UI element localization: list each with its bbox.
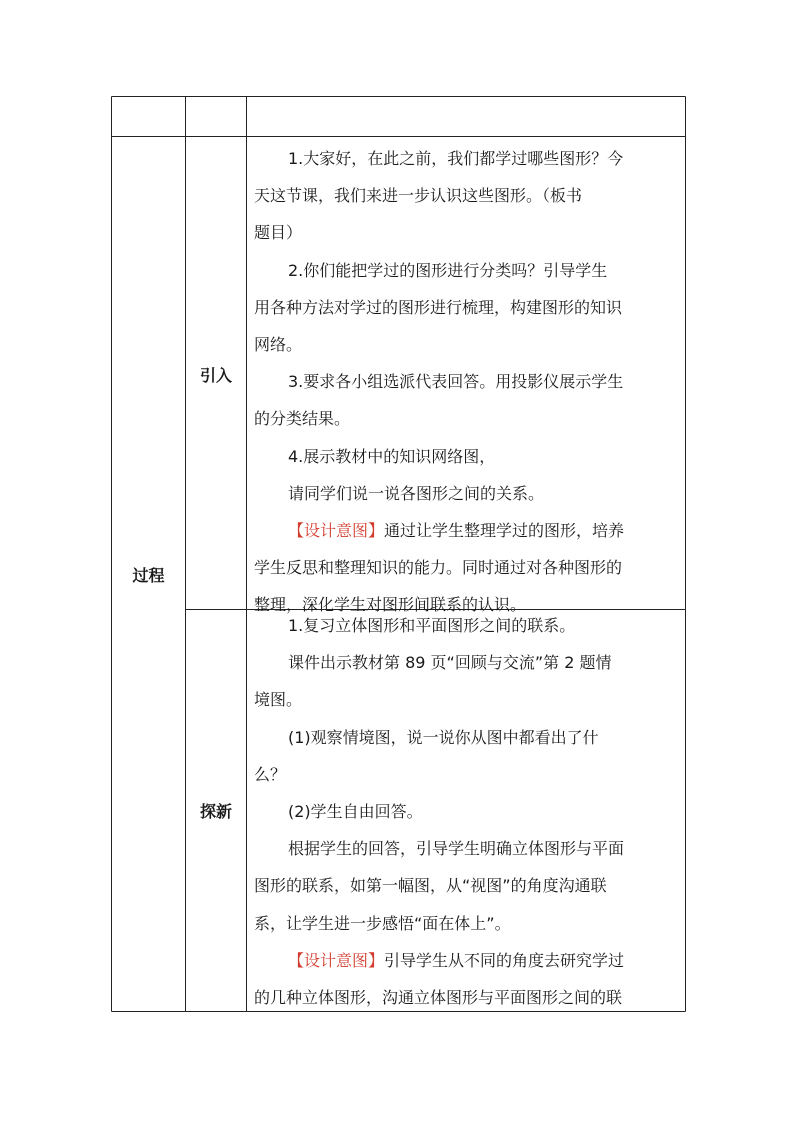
text-segment: 引导学生从不同的角度去研究学过 [384, 950, 625, 970]
text-line [288, 438, 495, 475]
text-line [254, 681, 302, 718]
text-segment: 3.要求各小组选派代表回答。用投影仪展示学生 [288, 372, 624, 392]
text-segment: 用各种方法对学过的图形进行梳理，构建图形的知识 [254, 297, 623, 317]
text-segment: 1.大家好，在此之前，我们都学过哪些图形？今 [288, 149, 624, 168]
text-segment: 系，让学生进一步感悟“面在体上”。 [254, 913, 511, 933]
text-segment: (1)观察情境图，说一说你从图中都看出了什 [288, 727, 599, 747]
text-line [288, 512, 624, 549]
text-line [254, 214, 302, 251]
text-segment: 天这节课，我们来进一步认识这些图形。（板书 [254, 186, 583, 206]
section-label-intro: 引入 [199, 366, 232, 385]
design-intent-tag: 【设计意图】 [288, 521, 385, 540]
section-content-intro [254, 136, 682, 615]
text-line [254, 326, 302, 363]
text-line [254, 979, 622, 1010]
text-segment: 2.你们能把学过的图形进行分类吗？引导学生 [288, 260, 608, 280]
text-segment: 4.展示教材中的知识网络图， [288, 446, 496, 466]
text-line [288, 719, 599, 756]
text-line [288, 830, 624, 867]
text-line [288, 363, 623, 400]
text-line [254, 867, 607, 904]
section-content-explore [254, 610, 682, 1010]
text-line [288, 140, 623, 177]
text-segment: 根据学生的回答，引导学生明确立体图形与平面 [288, 839, 625, 859]
text-segment: 1.复习立体图形和平面图形之间的联系。 [288, 616, 576, 635]
text-segment: 请同学们说一说各图形之间的关系。 [288, 483, 545, 503]
text-line [288, 644, 611, 681]
text-line [254, 756, 286, 793]
text-line [254, 905, 511, 942]
text-segment: 网络。 [254, 335, 303, 354]
section-label-explore: 探新 [199, 802, 232, 821]
text-segment: 图形的联系，如第一幅图，从“视图”的角度沟通联 [254, 876, 607, 896]
text-segment: 通过让学生整理学过的图形，培养 [384, 521, 625, 540]
text-line [254, 289, 622, 326]
text-segment: 课件出示教材第 89 页“回顾与交流”第 2 题情 [288, 653, 612, 673]
design-intent-tag: 【设计意图】 [288, 950, 385, 970]
text-line [254, 549, 622, 586]
text-segment: 题目） [254, 223, 303, 243]
text-segment: 的几种立体图形，沟通立体图形与平面图形之间的联 [254, 988, 623, 1007]
text-segment: 学生反思和整理知识的能力。同时通过对各种图形的 [254, 558, 623, 578]
text-line [254, 400, 350, 437]
text-line [288, 793, 423, 830]
text-line [288, 942, 624, 979]
stage-label: 过程 [132, 566, 165, 585]
text-segment: 境图。 [254, 690, 303, 710]
text-line [288, 610, 575, 644]
text-segment: (2)学生自由回答。 [288, 802, 423, 821]
text-line [288, 475, 544, 512]
text-segment: 么？ [254, 764, 287, 784]
text-segment: 的分类结果。 [254, 409, 351, 429]
text-line [288, 252, 607, 289]
text-line [254, 177, 582, 214]
text-segment: 整理，深化学生对图形间联系的认识。 [254, 595, 527, 615]
